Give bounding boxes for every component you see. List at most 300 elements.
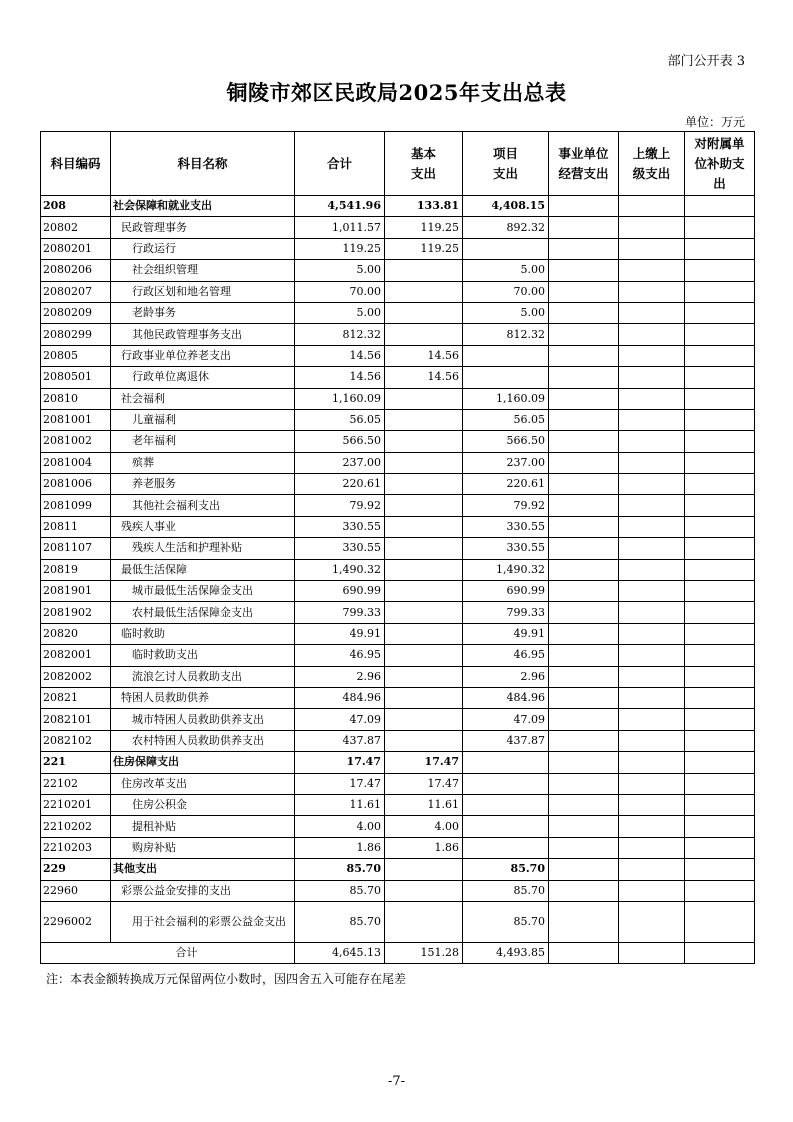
basic-cell (385, 281, 463, 302)
affiliate-cell (685, 388, 755, 409)
basic-cell: 14.56 (385, 345, 463, 366)
total-cell: 17.47 (295, 752, 385, 773)
project-cell: 85.70 (463, 859, 549, 880)
business-cell (549, 345, 619, 366)
project-cell: 5.00 (463, 260, 549, 281)
subject-code: 22960 (41, 880, 111, 901)
subject-code: 2081901 (41, 581, 111, 602)
table-row (41, 281, 755, 302)
basic-cell: 133.81 (385, 196, 463, 217)
affiliate-cell (685, 645, 755, 666)
total-cell: 330.55 (295, 538, 385, 559)
subject-name: 其他民政管理事务支出 (111, 324, 295, 345)
project-cell: 4,408.15 (463, 196, 549, 217)
total-cell: 1.86 (295, 837, 385, 858)
upper-cell (619, 538, 685, 559)
affiliate-cell (685, 302, 755, 323)
upper-cell (619, 709, 685, 730)
subject-code: 20802 (41, 217, 111, 238)
business-cell (549, 901, 619, 942)
total-cell: 220.61 (295, 474, 385, 495)
affiliate-cell (685, 452, 755, 473)
business-cell (549, 559, 619, 580)
total-cell: 484.96 (295, 687, 385, 708)
total-cell: 437.87 (295, 730, 385, 751)
subject-code: 20811 (41, 516, 111, 537)
total-cell: 14.56 (295, 367, 385, 388)
affiliate-cell (685, 559, 755, 580)
upper-cell (619, 581, 685, 602)
business-cell (549, 452, 619, 473)
business-cell (549, 602, 619, 623)
project-cell: 4,493.85 (463, 942, 549, 963)
subject-code: 2081002 (41, 431, 111, 452)
total-cell: 85.70 (295, 901, 385, 942)
table-row (41, 196, 755, 217)
upper-cell (619, 859, 685, 880)
project-cell: 437.87 (463, 730, 549, 751)
affiliate-cell (685, 409, 755, 430)
affiliate-cell (685, 880, 755, 901)
subject-name: 养老服务 (111, 474, 295, 495)
subject-code: 20805 (41, 345, 111, 366)
table-row (41, 709, 755, 730)
project-cell: 2.96 (463, 666, 549, 687)
business-cell (549, 581, 619, 602)
table-row (41, 816, 755, 837)
business-cell (549, 388, 619, 409)
upper-cell (619, 816, 685, 837)
column-header-total: 合计 (295, 132, 385, 196)
upper-cell (619, 260, 685, 281)
project-cell (463, 345, 549, 366)
subject-code: 2296002 (41, 901, 111, 942)
project-cell: 79.92 (463, 495, 549, 516)
business-cell (549, 516, 619, 537)
total-cell: 85.70 (295, 859, 385, 880)
subject-name: 住房改革支出 (111, 773, 295, 794)
project-cell: 49.91 (463, 623, 549, 644)
upper-cell (619, 730, 685, 751)
affiliate-cell (685, 217, 755, 238)
subject-name: 老龄事务 (111, 302, 295, 323)
affiliate-cell (685, 730, 755, 751)
basic-cell (385, 880, 463, 901)
subject-name: 残疾人生活和护理补贴 (111, 538, 295, 559)
business-cell (549, 837, 619, 858)
affiliate-cell (685, 623, 755, 644)
affiliate-cell (685, 794, 755, 815)
column-header-upper: 上缴上 级支出 (619, 132, 685, 196)
total-cell: 56.05 (295, 409, 385, 430)
upper-cell (619, 238, 685, 259)
column-header-name: 科目名称 (111, 132, 295, 196)
total-cell: 237.00 (295, 452, 385, 473)
total-cell: 85.70 (295, 880, 385, 901)
project-cell: 1,490.32 (463, 559, 549, 580)
column-header-business: 事业单位 经营支出 (549, 132, 619, 196)
upper-cell (619, 752, 685, 773)
basic-cell (385, 302, 463, 323)
subject-code: 2080207 (41, 281, 111, 302)
basic-cell: 14.56 (385, 367, 463, 388)
upper-cell (619, 559, 685, 580)
basic-cell (385, 559, 463, 580)
subject-code: 2081001 (41, 409, 111, 430)
total-cell: 1,011.57 (295, 217, 385, 238)
basic-cell (385, 859, 463, 880)
project-cell: 484.96 (463, 687, 549, 708)
basic-cell: 11.61 (385, 794, 463, 815)
table-row (41, 409, 755, 430)
table-header-row (41, 132, 755, 196)
total-cell: 17.47 (295, 773, 385, 794)
subject-name: 城市最低生活保障金支出 (111, 581, 295, 602)
total-row (41, 942, 755, 963)
upper-cell (619, 388, 685, 409)
total-cell: 566.50 (295, 431, 385, 452)
table-row (41, 837, 755, 858)
project-cell: 70.00 (463, 281, 549, 302)
table-row (41, 730, 755, 751)
subject-name: 用于社会福利的彩票公益金支出 (111, 901, 295, 942)
business-cell (549, 645, 619, 666)
business-cell (549, 538, 619, 559)
business-cell (549, 495, 619, 516)
total-label: 合计 (41, 942, 295, 963)
basic-cell (385, 645, 463, 666)
affiliate-cell (685, 516, 755, 537)
subject-name: 其他社会福利支出 (111, 495, 295, 516)
business-cell (549, 431, 619, 452)
subject-name: 殡葬 (111, 452, 295, 473)
affiliate-cell (685, 859, 755, 880)
subject-name: 购房补贴 (111, 837, 295, 858)
basic-cell (385, 495, 463, 516)
project-cell: 690.99 (463, 581, 549, 602)
subject-code: 20821 (41, 687, 111, 708)
table-number-label: 部门公开表 3 (667, 54, 745, 69)
table-row (41, 559, 755, 580)
upper-cell (619, 837, 685, 858)
project-cell: 812.32 (463, 324, 549, 345)
affiliate-cell (685, 666, 755, 687)
upper-cell (619, 431, 685, 452)
table-row (41, 217, 755, 238)
affiliate-cell (685, 687, 755, 708)
subject-name: 行政单位离退休 (111, 367, 295, 388)
affiliate-cell (685, 901, 755, 942)
subject-code: 229 (41, 859, 111, 880)
upper-cell (619, 794, 685, 815)
project-cell: 330.55 (463, 538, 549, 559)
total-cell: 1,160.09 (295, 388, 385, 409)
basic-cell (385, 409, 463, 430)
total-cell: 47.09 (295, 709, 385, 730)
upper-cell (619, 367, 685, 388)
total-cell: 5.00 (295, 260, 385, 281)
table-row (41, 238, 755, 259)
subject-code: 2082102 (41, 730, 111, 751)
project-cell: 892.32 (463, 217, 549, 238)
affiliate-cell (685, 260, 755, 281)
page-title: 铜陵市郊区民政局2025年支出总表 (226, 80, 567, 105)
affiliate-cell (685, 367, 755, 388)
subject-code: 2080206 (41, 260, 111, 281)
total-cell: 1,490.32 (295, 559, 385, 580)
upper-cell (619, 452, 685, 473)
table-row (41, 581, 755, 602)
total-cell: 79.92 (295, 495, 385, 516)
table-row (41, 324, 755, 345)
subject-code: 2080299 (41, 324, 111, 345)
basic-cell (385, 581, 463, 602)
business-cell (549, 752, 619, 773)
affiliate-cell (685, 495, 755, 516)
affiliate-cell (685, 752, 755, 773)
affiliate-cell (685, 581, 755, 602)
upper-cell (619, 687, 685, 708)
affiliate-cell (685, 602, 755, 623)
affiliate-cell (685, 773, 755, 794)
column-header-project: 项目 支出 (463, 132, 549, 196)
basic-cell (385, 388, 463, 409)
subject-name: 行政事业单位养老支出 (111, 345, 295, 366)
basic-cell (385, 431, 463, 452)
business-cell (549, 623, 619, 644)
business-cell (549, 367, 619, 388)
upper-cell (619, 666, 685, 687)
project-cell: 220.61 (463, 474, 549, 495)
subject-name: 民政管理事务 (111, 217, 295, 238)
subject-name: 儿童福利 (111, 409, 295, 430)
total-cell: 70.00 (295, 281, 385, 302)
upper-cell (619, 773, 685, 794)
subject-name: 城市特困人员救助供养支出 (111, 709, 295, 730)
basic-cell (385, 602, 463, 623)
total-cell: 690.99 (295, 581, 385, 602)
subject-name: 农村最低生活保障金支出 (111, 602, 295, 623)
table-row (41, 880, 755, 901)
upper-cell (619, 217, 685, 238)
column-header-basic: 基本 支出 (385, 132, 463, 196)
business-cell (549, 474, 619, 495)
upper-cell (619, 516, 685, 537)
project-cell (463, 773, 549, 794)
business-cell (549, 666, 619, 687)
upper-cell (619, 281, 685, 302)
subject-code: 2082001 (41, 645, 111, 666)
subject-name: 提租补贴 (111, 816, 295, 837)
total-cell: 49.91 (295, 623, 385, 644)
basic-cell (385, 666, 463, 687)
table-row (41, 794, 755, 815)
table-row (41, 431, 755, 452)
subject-name: 特困人员救助供养 (111, 687, 295, 708)
project-cell: 46.95 (463, 645, 549, 666)
basic-cell (385, 709, 463, 730)
project-cell: 330.55 (463, 516, 549, 537)
total-cell: 812.32 (295, 324, 385, 345)
expenditure-table (40, 131, 755, 964)
subject-code: 2082101 (41, 709, 111, 730)
upper-cell (619, 196, 685, 217)
business-cell (549, 409, 619, 430)
business-cell (549, 859, 619, 880)
affiliate-cell (685, 196, 755, 217)
table-row (41, 452, 755, 473)
project-cell: 47.09 (463, 709, 549, 730)
basic-cell (385, 516, 463, 537)
table-row (41, 773, 755, 794)
upper-cell (619, 645, 685, 666)
project-cell (463, 837, 549, 858)
table-row (41, 388, 755, 409)
table-row (41, 901, 755, 942)
project-cell (463, 238, 549, 259)
affiliate-cell (685, 324, 755, 345)
basic-cell: 1.86 (385, 837, 463, 858)
basic-cell (385, 730, 463, 751)
subject-code: 2210202 (41, 816, 111, 837)
business-cell (549, 773, 619, 794)
table-row (41, 538, 755, 559)
basic-cell: 17.47 (385, 773, 463, 794)
total-cell: 11.61 (295, 794, 385, 815)
business-cell (549, 281, 619, 302)
total-cell: 4.00 (295, 816, 385, 837)
upper-cell (619, 324, 685, 345)
subject-name: 社会组织管理 (111, 260, 295, 281)
subject-code: 2210203 (41, 837, 111, 858)
subject-name: 行政区划和地名管理 (111, 281, 295, 302)
upper-cell (619, 602, 685, 623)
project-cell (463, 367, 549, 388)
column-header-affiliate: 对附属单 位补助支 出 (685, 132, 755, 196)
project-cell: 85.70 (463, 901, 549, 942)
upper-cell (619, 474, 685, 495)
subject-name: 社会保障和就业支出 (111, 196, 295, 217)
total-cell: 799.33 (295, 602, 385, 623)
project-cell: 237.00 (463, 452, 549, 473)
upper-cell (619, 409, 685, 430)
table-row (41, 474, 755, 495)
basic-cell: 119.25 (385, 238, 463, 259)
subject-code: 2210201 (41, 794, 111, 815)
subject-name: 其他支出 (111, 859, 295, 880)
subject-name: 住房保障支出 (111, 752, 295, 773)
project-cell (463, 752, 549, 773)
total-cell: 4,645.13 (295, 942, 385, 963)
subject-code: 20820 (41, 623, 111, 644)
basic-cell (385, 474, 463, 495)
table-row (41, 345, 755, 366)
project-cell: 56.05 (463, 409, 549, 430)
table-row (41, 666, 755, 687)
business-cell (549, 687, 619, 708)
business-cell (549, 816, 619, 837)
table-row (41, 260, 755, 281)
affiliate-cell (685, 281, 755, 302)
subject-code: 20819 (41, 559, 111, 580)
subject-name: 流浪乞讨人员救助支出 (111, 666, 295, 687)
affiliate-cell (685, 238, 755, 259)
table-row (41, 752, 755, 773)
subject-code: 2080501 (41, 367, 111, 388)
subject-code: 2080209 (41, 302, 111, 323)
subject-name: 临时救助支出 (111, 645, 295, 666)
subject-name: 老年福利 (111, 431, 295, 452)
subject-code: 2081107 (41, 538, 111, 559)
subject-code: 208 (41, 196, 111, 217)
unit-label: 单位：万元 (684, 115, 745, 129)
business-cell (549, 324, 619, 345)
subject-name: 农村特困人员救助供养支出 (111, 730, 295, 751)
total-cell: 5.00 (295, 302, 385, 323)
table-row (41, 495, 755, 516)
subject-code: 2081902 (41, 602, 111, 623)
business-cell (549, 794, 619, 815)
upper-cell (619, 942, 685, 963)
business-cell (549, 880, 619, 901)
project-cell: 1,160.09 (463, 388, 549, 409)
basic-cell (385, 452, 463, 473)
column-header-code: 科目编码 (41, 132, 111, 196)
project-cell: 566.50 (463, 431, 549, 452)
subject-code: 221 (41, 752, 111, 773)
affiliate-cell (685, 345, 755, 366)
basic-cell: 4.00 (385, 816, 463, 837)
project-cell (463, 816, 549, 837)
table-row (41, 302, 755, 323)
basic-cell (385, 324, 463, 345)
table-row (41, 516, 755, 537)
subject-name: 住房公积金 (111, 794, 295, 815)
subject-name: 行政运行 (111, 238, 295, 259)
table-row (41, 645, 755, 666)
business-cell (549, 730, 619, 751)
upper-cell (619, 880, 685, 901)
basic-cell (385, 901, 463, 942)
basic-cell (385, 538, 463, 559)
table-body (41, 196, 755, 964)
business-cell (549, 942, 619, 963)
business-cell (549, 217, 619, 238)
table-row (41, 687, 755, 708)
basic-cell (385, 687, 463, 708)
table-row (41, 623, 755, 644)
business-cell (549, 260, 619, 281)
subject-name: 最低生活保障 (111, 559, 295, 580)
table-row (41, 602, 755, 623)
subject-code: 2081099 (41, 495, 111, 516)
basic-cell (385, 623, 463, 644)
affiliate-cell (685, 474, 755, 495)
total-cell: 2.96 (295, 666, 385, 687)
upper-cell (619, 302, 685, 323)
total-cell: 46.95 (295, 645, 385, 666)
business-cell (549, 238, 619, 259)
basic-cell: 17.47 (385, 752, 463, 773)
subject-code: 2081004 (41, 452, 111, 473)
business-cell (549, 709, 619, 730)
affiliate-cell (685, 538, 755, 559)
upper-cell (619, 495, 685, 516)
affiliate-cell (685, 816, 755, 837)
upper-cell (619, 345, 685, 366)
business-cell (549, 196, 619, 217)
business-cell (549, 302, 619, 323)
